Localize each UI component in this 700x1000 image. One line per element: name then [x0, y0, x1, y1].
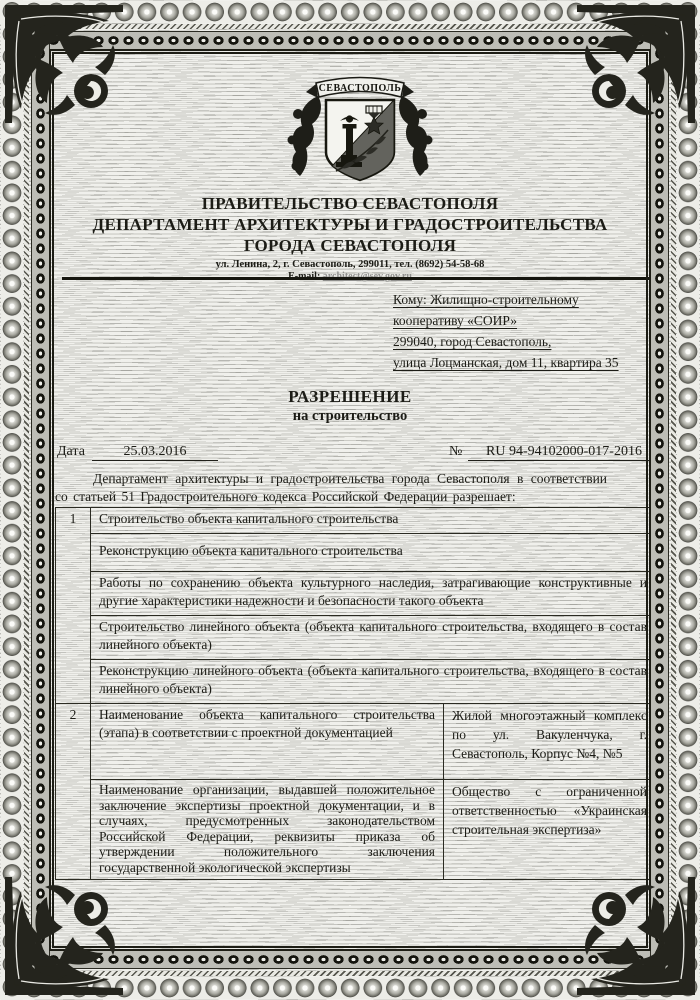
- permit-item: Работы по сохранению объекта культурного наследия, затрагивающие конструктивные и другие характеристики надежности и безопасности такого объекта: [91, 572, 656, 616]
- section2-number: 2: [56, 704, 91, 880]
- expertise-org-value: Общество с ограниченной ответственностью «Украинская строительная экспертиза»: [444, 780, 656, 880]
- number-value: RU 94-94102000-017-2016: [468, 444, 660, 461]
- object-name-value: Жилой многоэтажный комплекс по ул. Вакуленчука, г. Севастополь, Корпус №4, №5: [444, 704, 656, 780]
- section1-number: 1: [56, 508, 91, 704]
- emblem-ribbon-label: СЕВАСТОПОЛЬ: [318, 83, 402, 94]
- border-chain-right: [650, 30, 669, 970]
- border-inner-frame: [49, 49, 651, 951]
- permit-item: Строительство объекта капитального строительства: [91, 508, 656, 534]
- border-chain-left: [31, 30, 50, 970]
- corner-ornament-icon: [5, 5, 123, 123]
- document-title: РАЗРЕШЕНИЕ: [288, 387, 412, 406]
- border-chain-top: [30, 31, 670, 50]
- corner-ornament-icon: [577, 5, 695, 123]
- border-rope-right: [671, 25, 676, 975]
- recipient-line: 299040, город Севастополь,: [393, 334, 552, 349]
- corner-ornament-icon: [5, 877, 123, 995]
- org-address: ул. Ленина, 2, г. Севастополь, 299011, тел. (8692) 54-58-68: [215, 259, 485, 270]
- org-name-line3: ГОРОДА СЕВАСТОПОЛЯ: [243, 236, 457, 255]
- object-name-label: Наименование объекта капитального строительства (этапа) в соответствии с проектной документацией: [91, 704, 444, 780]
- date-value: 25.03.2016: [92, 444, 218, 461]
- permit-item: Реконструкцию объекта капитального строительства: [91, 534, 656, 572]
- org-name-line2: ДЕПАРТАМЕНТ АРХИТЕКТУРЫ И ГРАДОСТРОИТЕЛЬСТВА: [92, 215, 608, 234]
- intro-line2: со статьей 51 Градостроительного кодекса Российской Федерации разрешает:: [55, 489, 516, 504]
- number-label: №: [449, 444, 463, 459]
- recipient-line: улица Лоцманская, дом 11, квартира 35: [393, 355, 619, 370]
- org-name-line1: ПРАВИТЕЛЬСТВО СЕВАСТОПОЛЯ: [201, 194, 499, 213]
- corner-ornament-icon: [577, 877, 695, 995]
- document-subtitle: на строительство: [292, 408, 408, 424]
- intro-line1: Департамент архитектуры и градостроительства города Севастополя в соответствии: [93, 471, 608, 486]
- date-label: Дата: [57, 444, 85, 459]
- border-pearls-right: [677, 0, 699, 1000]
- permit-item: Строительство линейного объекта (объекта капитального строительства, входящего в состав линейного объекта): [91, 616, 656, 660]
- recipient-line: кооперативу «СОИР»: [393, 313, 517, 328]
- border-chain-bottom: [30, 950, 670, 969]
- permit-item: Реконструкцию линейного объекта (объекта капитального строительства, входящего в состав линейного объекта): [91, 660, 656, 704]
- expertise-org-label: Наименование организации, выдавшей положительное заключение экспертизы проектной документации, и в случаях, предусмотренных законодательством Российской Федерации, реквизиты приказа об утверждении положительного заключения государственной экологической экспертизы: [91, 780, 444, 880]
- recipient-line: Кому: Жилищно-строительному: [393, 292, 579, 307]
- border-pearls-left: [1, 0, 23, 1000]
- border-rope-left: [24, 25, 29, 975]
